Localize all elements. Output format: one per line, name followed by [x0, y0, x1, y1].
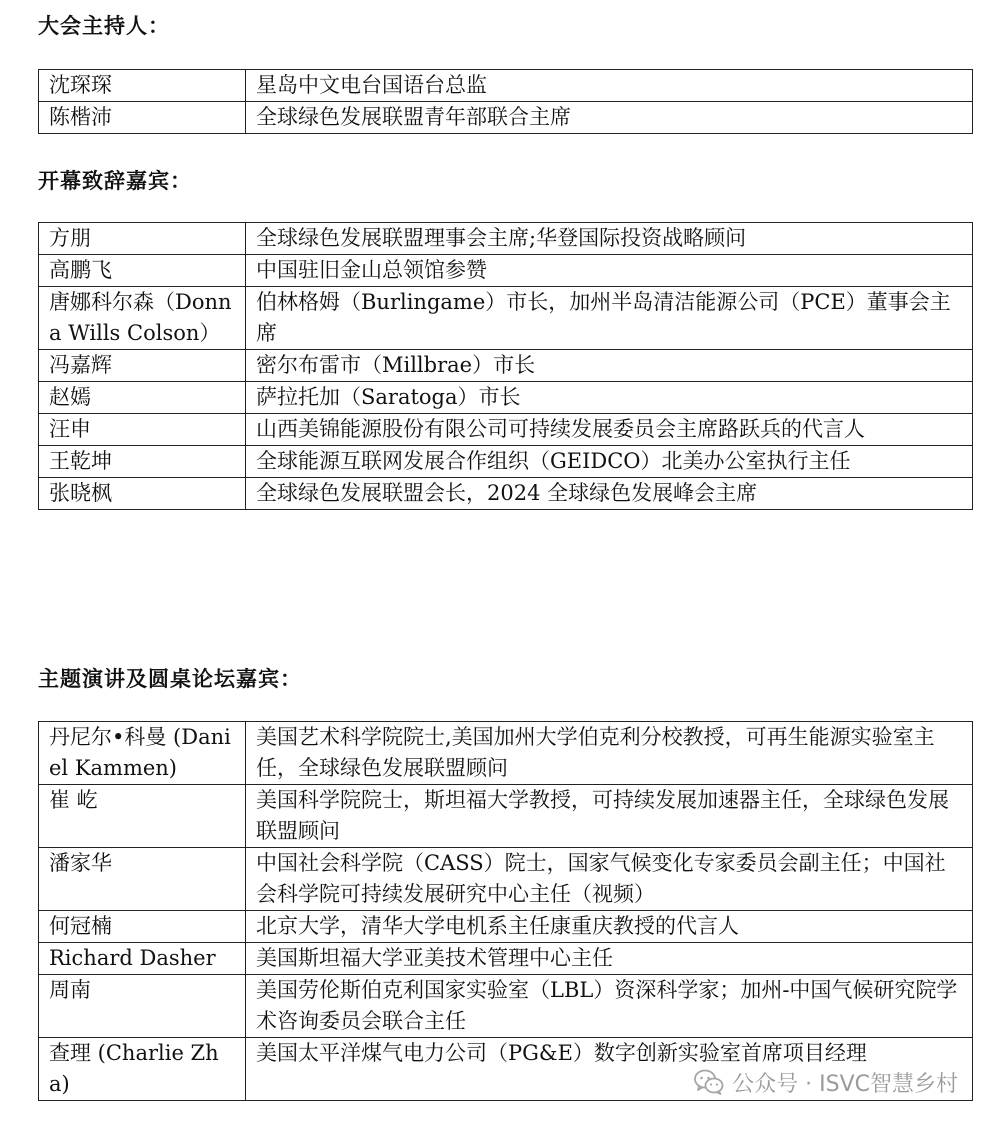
guest-name: 高鹏飞 [39, 255, 246, 287]
guest-role: 中国社会科学院（CASS）院士，国家气候变化专家委员会副主任；中国社会科学院可持续发展研究中心主任（视频） [246, 848, 973, 911]
guest-role: 伯林格姆（Burlingame）市长，加州半岛清洁能源公司（PCE）董事会主席 [246, 287, 973, 350]
guest-role: 全球绿色发展联盟理事会主席;华登国际投资战略顾问 [246, 223, 973, 255]
watermark-text: 公众号 · ISVC智慧乡村 [732, 1071, 958, 1097]
guest-name: 冯嘉辉 [39, 350, 246, 382]
guest-name: 赵嫣 [39, 382, 246, 414]
guest-role: 美国太平洋煤气电力公司（PG&E）数字创新实验室首席项目经理 [246, 1038, 973, 1101]
table-row [39, 446, 973, 478]
guest-role: 美国劳伦斯伯克利国家实验室（LBL）资深科学家；加州-中国气候研究院学术咨询委员会联合主任 [246, 975, 973, 1038]
table-row [39, 255, 973, 287]
guest-role: 全球绿色发展联盟会长，2024 全球绿色发展峰会主席 [246, 478, 973, 510]
guest-name: 何冠楠 [39, 911, 246, 943]
opening-speakers-table [38, 222, 973, 510]
guest-role: 萨拉托加（Saratoga）市长 [246, 382, 973, 414]
hosts-table [38, 69, 973, 134]
table-row [39, 785, 973, 848]
guest-role: 中国驻旧金山总领馆参赞 [246, 255, 973, 287]
guest-name: 王乾坤 [39, 446, 246, 478]
section-title-opening-speakers: 开幕致辞嘉宾： [38, 168, 192, 193]
guest-name: 方朋 [39, 223, 246, 255]
section-title-hosts: 大会主持人： [38, 13, 170, 38]
guest-role: 北京大学，清华大学电机系主任康重庆教授的代言人 [246, 911, 973, 943]
table-row [39, 911, 973, 943]
table-row [39, 414, 973, 446]
guest-role: 密尔布雷市（Millbrae）市长 [246, 350, 973, 382]
guest-name: 汪申 [39, 414, 246, 446]
guest-name: 崔 屹 [39, 785, 246, 848]
table-row [39, 722, 973, 785]
guest-name: 周南 [39, 975, 246, 1038]
guest-name: 张晓枫 [39, 478, 246, 510]
table-row [39, 382, 973, 414]
guest-role: 美国科学院院士，斯坦福大学教授，可持续发展加速器主任，全球绿色发展联盟顾问 [246, 785, 973, 848]
guest-role: 星岛中文电台国语台总监 [246, 70, 973, 102]
guest-name: 丹尼尔•科曼 (Daniel Kammen) [39, 722, 246, 785]
table-row [39, 70, 973, 102]
guest-name: 唐娜科尔森（Donna Wills Colson） [39, 287, 246, 350]
table-row [39, 287, 973, 350]
guest-role: 全球绿色发展联盟青年部联合主席 [246, 102, 973, 134]
guest-name: 查理 (Charlie Zha) [39, 1038, 246, 1101]
keynote-speakers-table [38, 721, 973, 1101]
table-row [39, 102, 973, 134]
table-row [39, 478, 973, 510]
table-row [39, 350, 973, 382]
guest-name: 沈琛琛 [39, 70, 246, 102]
guest-role: 山西美锦能源股份有限公司可持续发展委员会主席路跃兵的代言人 [246, 414, 973, 446]
table-row [39, 975, 973, 1038]
table-row [39, 943, 973, 975]
table-row [39, 223, 973, 255]
guest-role: 美国艺术科学院院士,美国加州大学伯克利分校教授，可再生能源实验室主任，全球绿色发展联盟顾问 [246, 722, 973, 785]
guest-role: 美国斯坦福大学亚美技术管理中心主任 [246, 943, 973, 975]
table-row [39, 848, 973, 911]
watermark [694, 1064, 958, 1100]
wechat-icon [694, 1069, 724, 1095]
guest-name: 潘家华 [39, 848, 246, 911]
guest-role: 全球能源互联网发展合作组织（GEIDCO）北美办公室执行主任 [246, 446, 973, 478]
section-title-keynote-speakers: 主题演讲及圆桌论坛嘉宾： [38, 666, 302, 691]
guest-name: 陈楷沛 [39, 102, 246, 134]
guest-name: Richard Dasher [39, 943, 246, 975]
